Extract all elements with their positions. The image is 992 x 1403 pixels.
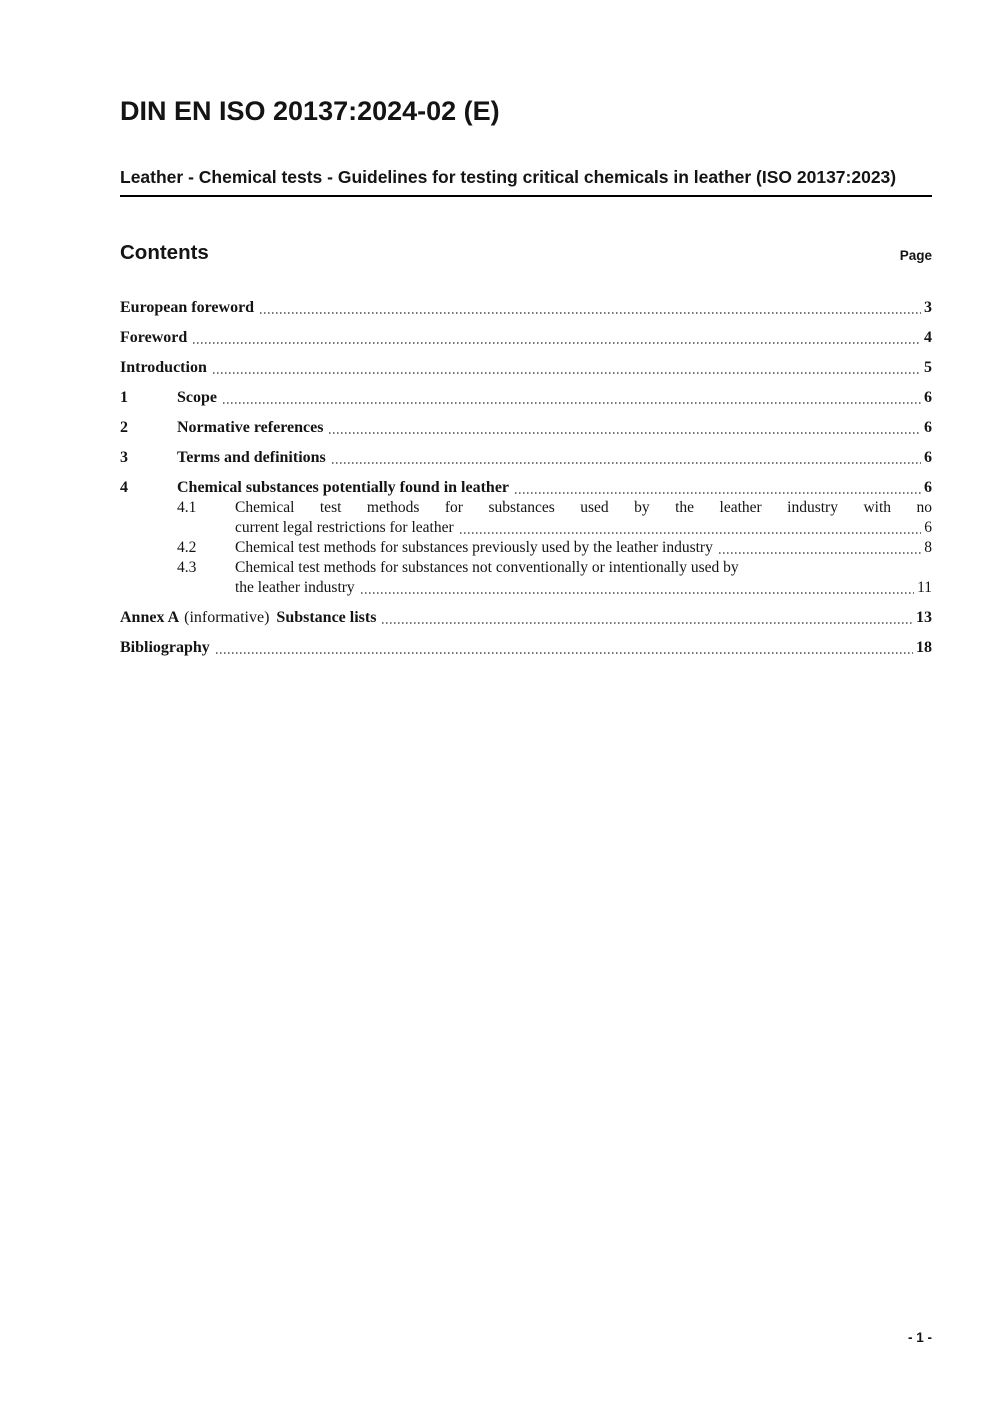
toc-entry-number: 1	[120, 389, 128, 406]
dot-leader	[382, 622, 913, 624]
toc-entry-4-3[interactable]	[120, 558, 932, 598]
toc-page-number: 18	[916, 639, 932, 656]
toc-entry-normative-references[interactable]	[120, 418, 932, 438]
toc-entry-title-line1: Chemical test methods for substances used by the leather industry with no	[235, 499, 932, 516]
toc-entry-foreword[interactable]	[120, 328, 932, 348]
toc-entry-chemical-substances[interactable]	[120, 478, 932, 498]
toc-entry-title: Normative references	[177, 419, 324, 436]
toc-page-number: 6	[924, 519, 932, 536]
toc-page-number: 13	[916, 609, 932, 626]
toc-entry-title-line1: Chemical test methods for substances not conventionally or intentionally used by	[235, 559, 739, 576]
toc-entry-introduction[interactable]	[120, 358, 932, 378]
toc-entry-bibliography[interactable]	[120, 638, 932, 658]
toc-entry-title: Chemical test methods for substances previously used by the leather industry	[235, 539, 713, 556]
toc-entry-title-part: Annex A	[120, 609, 180, 626]
document-title: Leather - Chemical tests - Guidelines for testing critical chemicals in leather (ISO 20137:2023)	[120, 167, 932, 197]
toc-page-number: 6	[924, 389, 932, 406]
toc-entry-number: 4.3	[177, 559, 197, 576]
dot-leader	[223, 402, 921, 404]
toc-entry-title: Introduction	[120, 359, 207, 376]
toc-page-number: 6	[924, 479, 932, 496]
toc-page-number: 4	[924, 329, 932, 346]
toc-entry-4-2[interactable]	[120, 538, 932, 558]
dot-leader	[515, 492, 921, 494]
toc-entry-title: European foreword	[120, 299, 255, 316]
dot-leader	[213, 372, 921, 374]
dot-leader	[216, 652, 913, 654]
toc-entry-title-part: (informative)	[184, 609, 270, 626]
toc-entry-title-line2: the leather industry	[235, 579, 355, 596]
toc-entry-number: 4.1	[177, 499, 197, 516]
toc-page-number: 6	[924, 449, 932, 466]
dot-leader	[719, 552, 921, 554]
dot-leader	[332, 462, 921, 464]
toc-entry-number: 2	[120, 419, 128, 436]
toc-entry-title: Chemical substances potentially found in leather	[177, 479, 510, 496]
dot-leader	[361, 592, 914, 594]
toc-entry-scope[interactable]	[120, 388, 932, 408]
toc-page-number: 5	[924, 359, 932, 376]
toc-entry-title: Scope	[177, 389, 217, 406]
toc-entry-number: 4	[120, 479, 128, 496]
toc-page-number: 8	[924, 539, 932, 556]
toc-entry-annex-a[interactable]	[120, 608, 932, 628]
contents-header	[120, 241, 932, 264]
toc-entry-title: Bibliography	[120, 639, 210, 656]
toc-entry-number: 3	[120, 449, 128, 466]
toc-page-number: 11	[917, 579, 932, 596]
toc-page-number: 3	[924, 299, 932, 316]
toc-entry-terms-and-definitions[interactable]	[120, 448, 932, 468]
contents-heading: Contents	[120, 241, 209, 264]
toc-entry-european-foreword[interactable]	[120, 298, 932, 318]
toc-entry-title: Foreword	[120, 329, 188, 346]
dot-leader	[460, 532, 922, 534]
toc-page-number: 6	[924, 419, 932, 436]
toc-entry-title: Terms and definitions	[177, 449, 326, 466]
dot-leader	[193, 342, 921, 344]
table-of-contents	[120, 298, 932, 658]
dot-leader	[260, 312, 921, 314]
page-column-label: Page	[899, 248, 932, 263]
document-number: DIN EN ISO 20137:2024-02 (E)	[120, 96, 500, 126]
toc-entry-number: 4.2	[177, 539, 197, 556]
page-number-footer: - 1 -	[907, 1330, 932, 1345]
dot-leader	[329, 432, 921, 434]
toc-entry-4-1[interactable]	[120, 498, 932, 538]
toc-entry-title-part: Substance lists	[276, 609, 377, 626]
toc-entry-title-line2: current legal restrictions for leather	[235, 519, 454, 536]
